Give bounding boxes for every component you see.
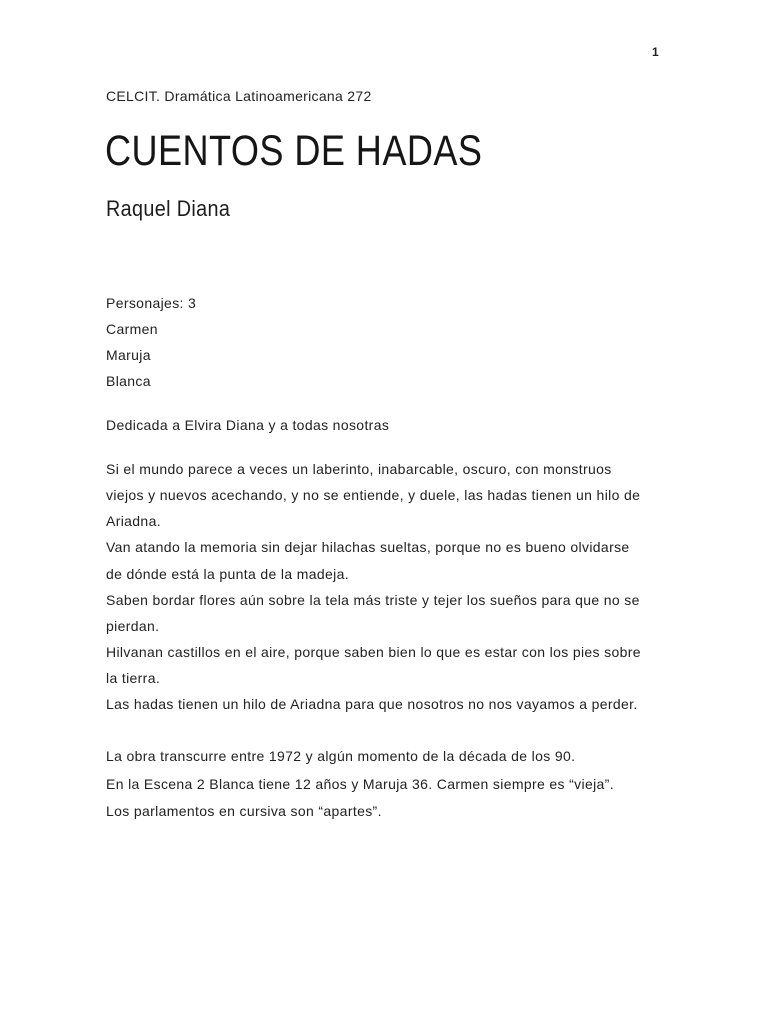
dedication: Dedicada a Elvira Diana y a todas nosotras [106,417,390,433]
play-title: CUENTOS DE HADAS [105,127,483,175]
prologue-line: de dónde está la punta de la madeja. [106,566,349,582]
page-number: 1 [652,45,659,59]
characters-count: Personajes: 3 [106,295,197,311]
prologue-line: Si el mundo parece a veces un laberinto, inabarcable, oscuro, con monstruos [106,461,612,477]
note-line: La obra transcurre entre 1972 y algún momento de la década de los 90. [106,748,576,764]
character-name: Maruja [106,347,151,363]
prologue-line: Hilvanan castillos en el aire, porque saben bien lo que es estar con los pies sobre [106,644,641,660]
prologue-line: la tierra. [106,670,161,686]
prologue-line: Ariadna. [106,513,161,529]
character-name: Carmen [106,321,158,337]
character-name: Blanca [106,373,151,389]
prologue-line: Saben bordar flores aún sobre la tela más triste y tejer los sueños para que no se [106,592,640,608]
prologue-line: Las hadas tienen un hilo de Ariadna para que nosotros no nos vayamos a perder. [106,696,638,712]
note-line: Los parlamentos en cursiva son “apartes”. [106,803,382,819]
prologue-line: pierdan. [106,618,160,634]
note-line: En la Escena 2 Blanca tiene 12 años y Maruja 36. Carmen siempre es “vieja”. [106,776,614,792]
prologue-line: Van atando la memoria sin dejar hilachas sueltas, porque no es bueno olvidarse [106,539,630,555]
publication-header: CELCIT. Dramática Latinoamericana 272 [106,88,372,104]
author-name: Raquel Diana [106,196,231,221]
prologue-line: viejos y nuevos acechando, y no se entiende, y duele, las hadas tienen un hilo de [106,487,641,503]
